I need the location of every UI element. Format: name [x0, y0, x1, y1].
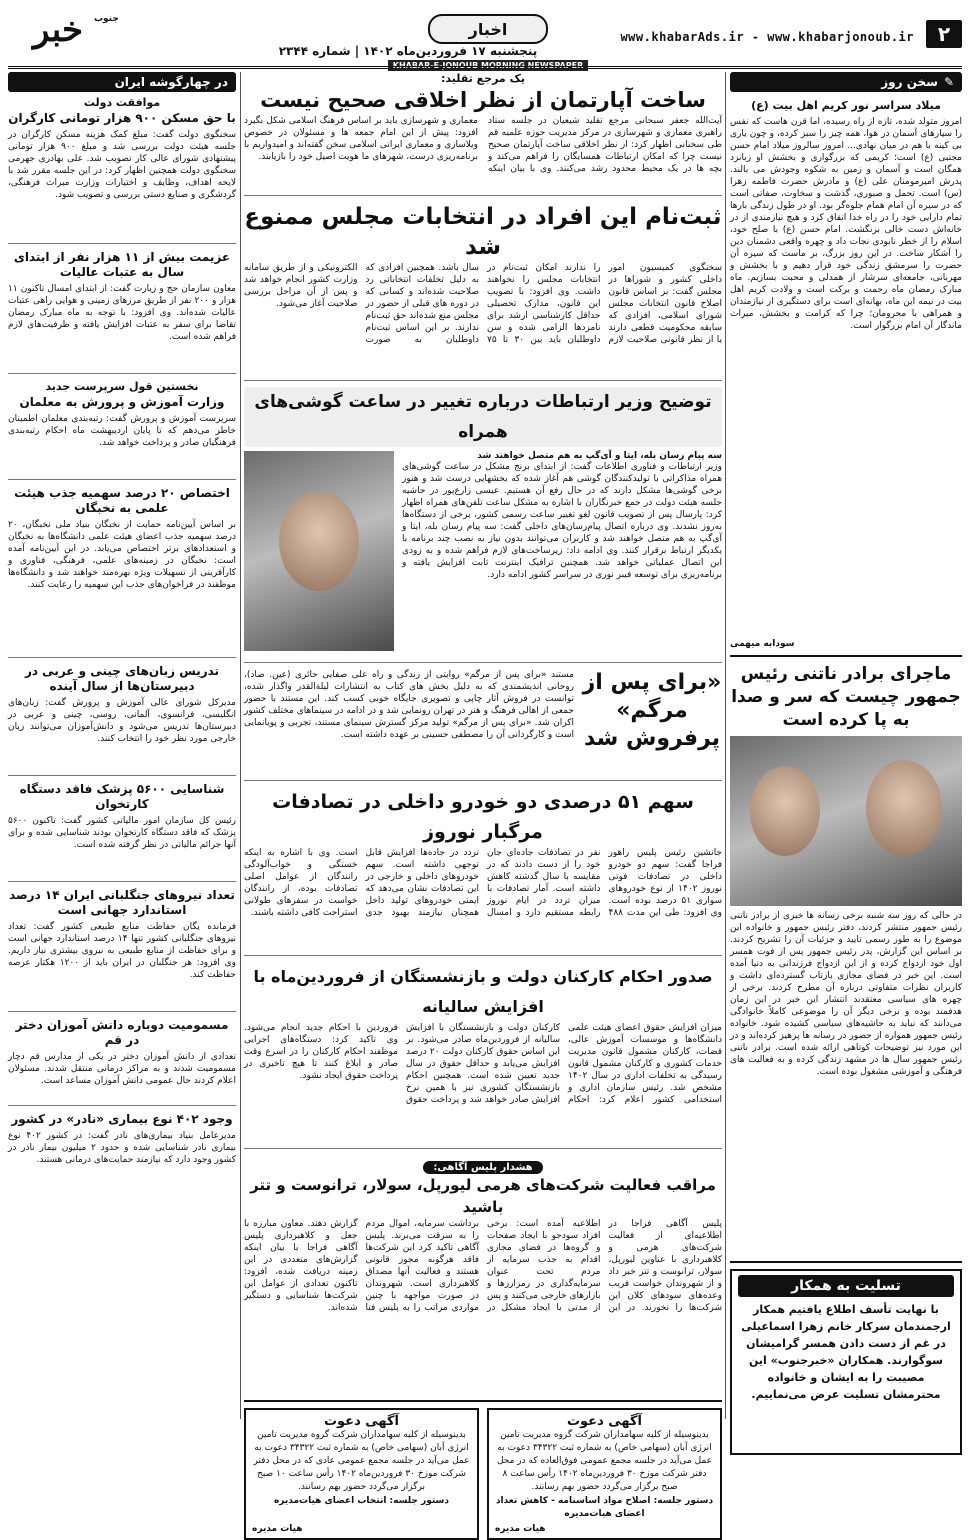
- pen-icon: ✎: [943, 75, 954, 89]
- ad2-agenda: دستور جلسه: انتخاب اعضای هیات‌مدیره: [273, 1496, 450, 1506]
- headline-5: سهم ۵۱ درصدی دو خودرو داخلی در تصادفات مرگبار نوروز: [272, 791, 694, 843]
- newspaper-logo: [8, 8, 119, 56]
- ad2-sign: هیات مدیره: [252, 1524, 303, 1534]
- column-divider: [240, 72, 241, 1419]
- website-links[interactable]: www.khabarAds.ir - www.khabarjonoub.ir: [620, 30, 914, 44]
- s3-title: وزارت آموزش و پرورش به معلمان: [19, 395, 225, 409]
- ad1-body: بدینوسیله از کلیه سهامداران شرکت گروه مدیریت تامین انرژی آبان (سهامی خاص) به شماره ثبت ۳۴۳۲۲ دعوت به عمل می‌آید در جلسه مجمع عمومی فوق‌العاده که در محل دفتر شرکت موزخ ۳۰ فروردین‌ماه ۱۴۰۲ رأس ساعت ۸ صبح برگزار می‌گردد حضور بهم رسانند.: [496, 1430, 712, 1492]
- s1-body: سخنگوی دولت گفت: مبلغ کمک هزینه مسکن کارگران در جلسه هیئت دولت بررسی شد و مبلغ ۹۰۰ هزار تومانی پیشنهادی شورای عالی کار تصویب شد. علی بهادری جهرمی سخنگوی دولت همچنین اظهار کرد: در این جلسه مقرر شد با لایحه اهداف، وظایف و اختیارات وزارت میراث فرهنگی، گردشگری و صنایع دستی بررسی و تصویب شود.: [8, 130, 236, 200]
- sokhan-title: میلاد سراسر نور کریم اهل بیت (ع): [751, 99, 941, 112]
- condolence-title: تسلیت به همکار: [738, 1275, 954, 1297]
- divider: [8, 243, 236, 244]
- divider: [8, 1011, 236, 1012]
- condolence-box: [730, 1269, 962, 1455]
- ad-invitation-1: [487, 1408, 722, 1540]
- divider: [730, 1261, 962, 1263]
- divider: [730, 655, 962, 657]
- story-3: [244, 451, 722, 656]
- divider: [8, 1105, 236, 1106]
- s6-body: رئیس کل سازمان امور مالیاتی کشور گفت: تاکنون ۵۶۰۰ پزشک که فاقد دستگاه کارتخوان بودند شناسایی شده و برای آنها جرائم مالیاتی در نظر گرفته شده است.: [8, 816, 236, 850]
- presidents-photo: [730, 736, 962, 906]
- kicker-1: یک مرجع تقلید:: [441, 72, 525, 85]
- english-name: KHABAR-E-JONOUB MORNING NEWSPAPER: [388, 60, 588, 71]
- body-7: پلیس آگاهی فراجا در اطلاعیه‌ای از فعالیت شرکت‌های هرمی و کلاهبرداری با عناوین لیورپل، سولار، ترانوست و تتر خبر داد و از شهروندان خواست فریب وعده‌های سودهای کلان این شرکت‌ها را نخورند. در این اطلاعیه آمده است: برخی افراد سودجو با ایجاد صفحات و گروه‌ها در فضای مجازی اقدام به جذب سرمایه از مردم تحت عنوان سرمایه‌گذاری در رمزارزها و بازارهای خارجی می‌کنند و پس از مدتی با ایجاد مشکل در برداشت سرمایه، اموال مردم را به سرقت می‌برند. پلیس آگاهی تاکید کرد این شرکت‌ها فاقد هرگونه مجوز قانونی هستند و فعالیت آنها مصداق کلاهبرداری است. شهروندان در صورت مواجهه با چنین مواردی مراتب را به پلیس فتا گزارش دهند. معاون مبارزه با جعل و کلاهبرداری پلیس آگاهی فراجا با بیان اینکه گزارش‌های متعددی در این زمینه دریافت شده، افزود: تاکنون تعدادی از عوامل این شرکت‌ها شناسایی و دستگیر شده‌اند.: [244, 1219, 722, 1313]
- s9-title: وجود ۴۰۲ نوع بیماری «نادر» در کشور: [11, 1112, 233, 1126]
- body-3a: وزیر ارتباطات و فناوری اطلاعات گفت: از ابتدای برنج مشکل در ساعت گوشی‌های همراه مذاکراتی با تولیدکنندگان گوشی هم آغاز شده که بخشهایی درست شد و هنوز برخی گوشی‌ها مشکل دارند که در حال رفع آن هستیم. عیسی زارع‌پور در حاشیه جلسه هیئت دولت در جمع خبرنگاران با اشاره به مشکل ساعت تلفن‌های همراه اظهار کرد: پارسال پس از تصویب قانون لغو تغییر ساعت رسمی کشور، برخی از دستگاه‌ها به‌روز نشدند. وی درباره اتصال پیام‌رسان‌های داخلی گفت: سه پیام رسان بله، ایتا و آی‌گپ به هم متصل خواهند شد و کاربران می‌توانند بدون نیاز به نصب چند برنامه با یکدیگر ارتباط برقرار کنند. وی ادامه داد: زیرساخت‌های لازم فراهم شده و به زودی این اتصال عملیاتی خواهد شد. همچنین ترافیک اینترنت ثابت افزایش یافته و برنامه‌ریزی برای توسعه فیبر نوری در سراسر کشور ادامه دارد.: [402, 462, 722, 580]
- subhead-3: سه پیام رسان بله، ایتا و آی‌گپ به هم متصل خواهند شد: [477, 451, 722, 461]
- sokhan-author: سودابه میهمی: [730, 639, 795, 649]
- portrait-1: [750, 766, 820, 856]
- body-6: میزان افزایش حقوق اعضای هیئت علمی دانشگاه‌ها و موسسات آموزش عالی، قضات، کارکنان مشمول قانون مدیریت خدمات کشوری و کارکنان مشمول قانون رسیدگی به تخلفات اداری در سال ۱۴۰۲ مشخص شد. رئیس سازمان اداری و استخدامی کشور اعلام کرد: احکام کارکنان دولت و بازنشستگان با افزایش سالیانه از فروردین‌ماه صادر می‌شود. بر این اساس حقوق کارکنان دولت ۲۰ درصد افزایش می‌یابد و حداقل حقوق در سال جدید تعیین شده است. همچنین احکام بازنشستگان کشوری نیز با همین نرخ افزایش صادر خواهد شد و پرداخت حقوق فروردین با احکام جدید انجام می‌شود. وی تاکید کرد: دستگاه‌های اجرایی موظفند احکام کارکنان را در اسرع وقت صادر و ابلاغ کنند تا هیچ تاخیری در پرداخت حقوق ایجاد نشود.: [244, 1023, 722, 1105]
- body-2: سخنگوی کمیسیون امور داخلی کشور و شوراها در مجلس گفت: بر اساس قانون اصلاح قانون انتخابات مجلس شورای اسلامی، افرادی که سابقه محکومیت قطعی دارند یا از نظر قانونی صلاحیت لازم را ندارند امکان ثبت‌نام در انتخابات مجلس را نخواهند داشت. وی افزود: با تصویب این قانون، مدارک تحصیلی حداقل کارشناسی ارشد برای نامزدها الزامی شده و سن داوطلبان باید بین ۳۰ تا ۷۵ سال باشد. همچنین افرادی که به دلیل تخلفات انتخاباتی رد صلاحیت شده‌اند و کسانی که در دوره های قبلی از حضور در مجلس منع شده‌اند حق ثبت‌نام ندارند. بر این اساس ثبت‌نام داوطلبان به صورت الکترونیکی و از طریق سامانه وزارت کشور انجام خواهد شد و پس از آن مراحل بررسی صلاحیت آغاز می‌شود.: [244, 263, 722, 345]
- sokhan-body: امروز متولد شده، تازه از راه رسیده، اما قرن هاست که نفس را سیارهای آسمان در هوا، همه چیز را سبز کرده، و چون یاری بی کینه با هم در میان نهادی... امروز سالروز میلاد امام حسن مجتبی (ع) است؛ کریمی که بزرگواری و بخشش او زبانزد همگان است و آسمان و زمین به شکوه وجودش می بالند. پدرش امیرمومنان علی (ع) و مادرش حضرت فاطمه زهرا (س) است. تحمل و صبوری، گذشت و سخاوت، صفاتی است که در سیره آن امام همام جلوه‌گر بود. او در طول زندگی بارها تمام دارایی خود را در راه خدا انفاق کرد و هیچ نیازمندی از در خانه‌اش دست خالی برنگشت. امام حسن (ع) با صلح خود، اسلام را از خطر نابودی نجات داد و چهره واقعی دشمنان دین را آشکار ساخت. در این روز بزرگ، بر ماست که سیره آن حضرت را سرمشق زندگی خود قرار دهیم و با بخشش و مهربانی، جامعه‌ای سرشار از همدلی و محبت بسازیم. ماه مبارک رمضان ماه رحمت و برکت است و ولادت کریم اهل بیت در نیمه این ماه، بهانه‌ای است برای دستگیری از نیازمندان و همراهی با محرومان؛ چرا که کرامت و بخشش، میراث ماندگار آن امام بزرگوار است.: [730, 117, 962, 331]
- ad2-title: آگهی دعوت: [323, 1414, 400, 1429]
- page-number: ۲: [926, 20, 962, 48]
- headline-6: صدور احکام کارکنان دولت و بازنشستگان از فروردین‌ماه با افزایش سالیانه: [253, 967, 713, 1016]
- body-5: جانشین رئیس پلیس راهور فراجا گفت: سهم دو خودرو داخلی در تصادفات فوتی نوروز ۱۴۰۲ از نوع خودروهای سواری ۵۱ درصد بوده است. وی افزود: طی این مدت ۴۸۸ نفر در تصادفات جاده‌ای جان خود را از دست دادند که در مقایسه با سال گذشته کاهش داشته است. آمار تصادفات با میزان تردد در ایام نوروز رابطه مستقیم دارد و امسال تردد در جاده‌ها افزایش قابل توجهی داشته است. سهم خودروهای داخلی و خارجی در این تصادفات نشان می‌دهد که ایمنی خودروهای تولید داخل همچنان نیازمند بهبود جدی است. وی با اشاره به اینکه خستگی و خواب‌آلودگی رانندگان از عوامل اصلی تصادفات بوده، از رانندگان خواست در سفرهای طولانی استراحت کافی داشته باشند.: [244, 848, 722, 918]
- minister-photo: [244, 451, 394, 651]
- headline-1: ساخت آپارتمان از نظر اخلاقی صحیح نیست: [260, 88, 706, 112]
- body-1: آیت‌الله جعفر سبحانی مرجع تقلید شیعیان در جلسه ستاد راهبری معماری و شهرسازی در مرکز مدیریت حوزه علمیه قم طی سخنانی اظهار کرد: از نظر اخلاقی ساخت آپارتمان صحیح نیست چرا که امکان ارتباطات همسایگان را فراهم می‌کند و بچه ها در یک محیط محدود رشد می‌کنند. وی با بیان اینکه معماری و شهرسازی باید بر اساس فرهنگ اسلامی شکل بگیرد افزود: پیش از این امام جمعه ها و مسئولان در خصوص ویلاسازی و معماری ایرانی اسلامی سخن گفته‌اند و امیدواریم با برنامه‌ریزی درست، شهرهای ما هویت اصیل خود را بازیابند.: [244, 116, 722, 174]
- masthead: [8, 8, 962, 70]
- left-section-bar: [8, 72, 236, 92]
- s1-kicker: موافقت دولت: [83, 96, 161, 109]
- s1-title: با حق مسکن ۹۰۰ هزار تومانی کارگران: [8, 111, 236, 125]
- divider: [244, 195, 722, 196]
- sokhan-label-text: سخن روز: [881, 75, 938, 89]
- police-tag-wrap: [244, 1155, 722, 1174]
- ads-row: [244, 1408, 722, 1540]
- divider: [244, 380, 722, 381]
- left-section-label: در چهارگوشه ایران: [114, 75, 228, 89]
- ad1-title: آگهی دعوت: [566, 1414, 643, 1429]
- right-column: [730, 72, 962, 1455]
- sokhan-label: [730, 72, 962, 92]
- headline-7: مراقب فعالیت شرکت‌های هرمی لیورپل، سولار، ترانوست و تتر باشید: [250, 1176, 716, 1216]
- s8-body: تعدادی از دانش آموزان دختر در یکی از مدارس قم دچار مسمومیت شدند و به مراکز درمانی منتقل شدند. مسئولان اعلام کردند حال عمومی دانش آموزان مساعد است.: [8, 1052, 236, 1086]
- s7-title: تعداد نیروهای جنگلبانی ایران ۱۴ درصد استاندارد جهانی است: [9, 888, 235, 917]
- ad2-body: بدینوسیله از کلیه سهامداران شرکت گروه مدیریت تامین انرژی آبان (سهامی خاص) به شماره ثبت ۳۴۳۲۲ دعوت به عمل می‌آید در جلسه مجمع عمومی عادی که در محل دفتر شرکت موزخ ۳۰ فروردین‌ماه ۱۴۰۲ رأس ساعت ۱۰ صبح برگزار می‌گردد حضور بهم رسانند.: [253, 1430, 470, 1492]
- ad1-agenda: دستور جلسه: اصلاح مواد اساسنامه - کاهش تعداد اعضای هیات‌مدیره: [495, 1496, 714, 1519]
- s2-title: عزیمت بیش از ۱۱ هزار نفر از ابتدای سال به عتبات عالیات: [13, 250, 231, 279]
- s2-body: معاون سازمان حج و زیارت گفت: از ابتدای امسال تاکنون ۱۱ هزار و ۲۰۰ نفر از طریق مرزهای زمینی و هوایی راهی عتبات عالیات شده‌اند. وی افزود: با توجه به ماه مبارک رمضان تقاضا برای سفر به عتبات افزایش یافته و ظرفیت‌های لازم فراهم شده است.: [8, 284, 236, 342]
- s9-body: مدیرعامل بنیاد بیماری‌های نادر گفت: در کشور ۴۰۲ نوع بیماری نادر شناسایی شده و حدود ۲ میلیون بیمار نادر در کشور وجود دارد که نیازمند حمایت‌های درمانی هستند.: [8, 1131, 237, 1165]
- s4-body: بر اساس آیین‌نامه حمایت از نخبگان بنیاد ملی نخبگان، ۲۰ درصد سهمیه جذب اعضای هیئت علمی دانشگاه‌ها به نخبگان و استعدادهای برتر اختصاص می‌یابد. در این آیین‌نامه آمده است: نخبگان در زمینه‌های علمی، فرهنگی، فناوری و کارآفرینی از تسهیلات ویژه بهره‌مند خواهند شد و دانشگاه‌ها موظفند در فراخوان‌های جذب این سهمیه را رعایت کنند.: [8, 520, 236, 590]
- divider: [244, 955, 722, 956]
- condolence-body: با نهایت تأسف اطلاع یافتیم همکار ارجمندمان سرکار خانم زهرا اسماعیلی در غم از دست دادن همسر گرامیشان سوگوارند. همکاران «خبرجنوب» این مصیبت را به ایشان و خانواده محترمشان تسلیت عرض می‌نماییم.: [741, 1303, 951, 1401]
- date-issue: پنجشنبه ۱۷ فروردین‌ماه ۱۴۰۲ | شماره ۲۳۴۴: [278, 44, 538, 58]
- divider: [244, 780, 722, 781]
- logo-sub: جنوب: [94, 14, 119, 24]
- s5-title: تدریس زبان‌های چینی و عربی در دبیرستان‌ها از سال آینده: [24, 664, 220, 693]
- divider: [8, 657, 236, 658]
- center-column: [244, 72, 722, 1540]
- s5-body: مدیرکل شورای عالی آموزش و پرورش گفت: زبان‌های انگلیسی، فرانسوی، آلمانی، روسی، چینی و عربی در دبیرستان‌ها تدریس می‌شود و دانش‌آموزان می‌توانند زبان خارجی مورد نظر خود را انتخاب کنند.: [8, 698, 236, 744]
- logo-text: خبر: [32, 10, 84, 50]
- s3-body: سرپرست آموزش و پرورش گفت: رتبه‌بندی معلمان اطمینان خاطر می‌دهم که تا پایان اردیبهشت ماه احکام رتبه‌بندی فرهنگیان صادر و پرداخت خواهد شد.: [8, 414, 236, 448]
- headline-4: «برای پس از مرگم» پرفروش شد: [582, 670, 722, 751]
- s4-title: اختصاص ۲۰ درصد سهمیه جذب هیئت علمی به نخبگان: [14, 486, 230, 515]
- story-body: در حالی که روز سه شنبه برخی رسانه ها خبری از برادر ناتنی رئیس جمهور منتشر کردند، دفتر رئیس جمهور و خانواده این موضوع را به طور رسمی تایید و جزئیات آن را تشریح کردند. بر اساس این گزارش، پدر رئیس جمهور پس از فوت همسر اول خود ازدواج کرده و از این ازدواج فرزندانی به دنیا آمده است. این خبر در فضای مجازی بازتاب گسترده‌ای داشت و کاربران نظرات متفاوتی درباره آن مطرح کردند. برخی از چهره های سیاسی معتقدند انتشار این خبر در این زمان هدفمند بوده و برخی دیگر آن را موضوعی کاملاً خانوادگی می‌دانند که نباید به حاشیه‌های سیاسی کشیده شود. خانواده رئیس جمهور همواره از حضور در رسانه ها پرهیز کرده‌اند و در این مورد نیز توضیحات کوتاهی ارائه شده است. برادر ناتنی رئیس جمهور سال ها در مشهد زندگی کرده و به فعالیت های فرهنگی و آموزشی مشغول بوده است.: [730, 911, 962, 1077]
- portrait-2: [866, 760, 942, 856]
- minister-portrait: [279, 491, 359, 591]
- divider: [8, 479, 236, 480]
- story-title: ماجرای برادر ناتنی رئیس جمهور چیست که سر و صدا به پا کرده است: [731, 664, 961, 730]
- divider: [8, 775, 236, 776]
- divider: [244, 1400, 722, 1402]
- left-column: [8, 72, 236, 1190]
- divider: [8, 881, 236, 882]
- police-tag: هشدار پلیس آگاهی:: [423, 1161, 542, 1174]
- column-divider: [725, 72, 726, 1419]
- s7-body: فرمانده یگان حفاظت منابع طبیعی کشور گفت: تعداد نیروهای جنگلبانی کشور تنها ۱۴ درصد استاندارد جهانی است و برای حفاظت از منابع طبیعی به نیروی بیشتری نیاز داریم. وی افزود: هر جنگلبان در ایران باید از ۱۲۰۰ هکتار عرصه حفاظت کند.: [8, 922, 237, 980]
- ad1-sign: هیات مدیره: [495, 1524, 546, 1534]
- divider: [244, 662, 722, 663]
- story-4: [244, 669, 722, 774]
- divider: [244, 1148, 722, 1149]
- s6-title: شناسایی ۵۶۰۰ پزشک فاقد دستگاه کارتخوان: [19, 782, 225, 811]
- header-rule: [8, 66, 962, 69]
- body-4: مستند «برای پس از مرگم» روایتی از زندگی و راه علی صفایی حائری (عین. صاد)، روحانی اندیشمندی که به دلیل بخش های کتاب به انتشارات لیلةالقدر واگذار شده، توانست در فروش آثار چاپی و تصویری جایگاه خوبی کسب کند. این مستند با حضور جمعی از اهالی فرهنگ و هنر در تهران رونمایی شد و در ادامه در سینماهای مختلف کشور اکران شد. «برای پس از مرگم» تولید مرکز گسترش سینمای مستند، تجربی و پویانمایی است و کارگردانی آن را مصطفی حسینی بر عهده داشته است.: [244, 670, 574, 740]
- headline-3: توضیح وزیر ارتباطات درباره تغییر در ساعت گوشی‌های همراه: [244, 387, 722, 447]
- divider: [8, 373, 236, 374]
- ad-invitation-2: [244, 1408, 479, 1540]
- s3-kicker: نخستین قول سرپرست جدید: [45, 380, 199, 393]
- s8-title: مسمومیت دوباره دانش آموزان دختر در قم: [15, 1018, 229, 1047]
- section-title: اخبار: [428, 14, 548, 44]
- headline-2: ثبت‌نام این افراد در انتخابات مجلس ممنوع شد: [244, 204, 722, 260]
